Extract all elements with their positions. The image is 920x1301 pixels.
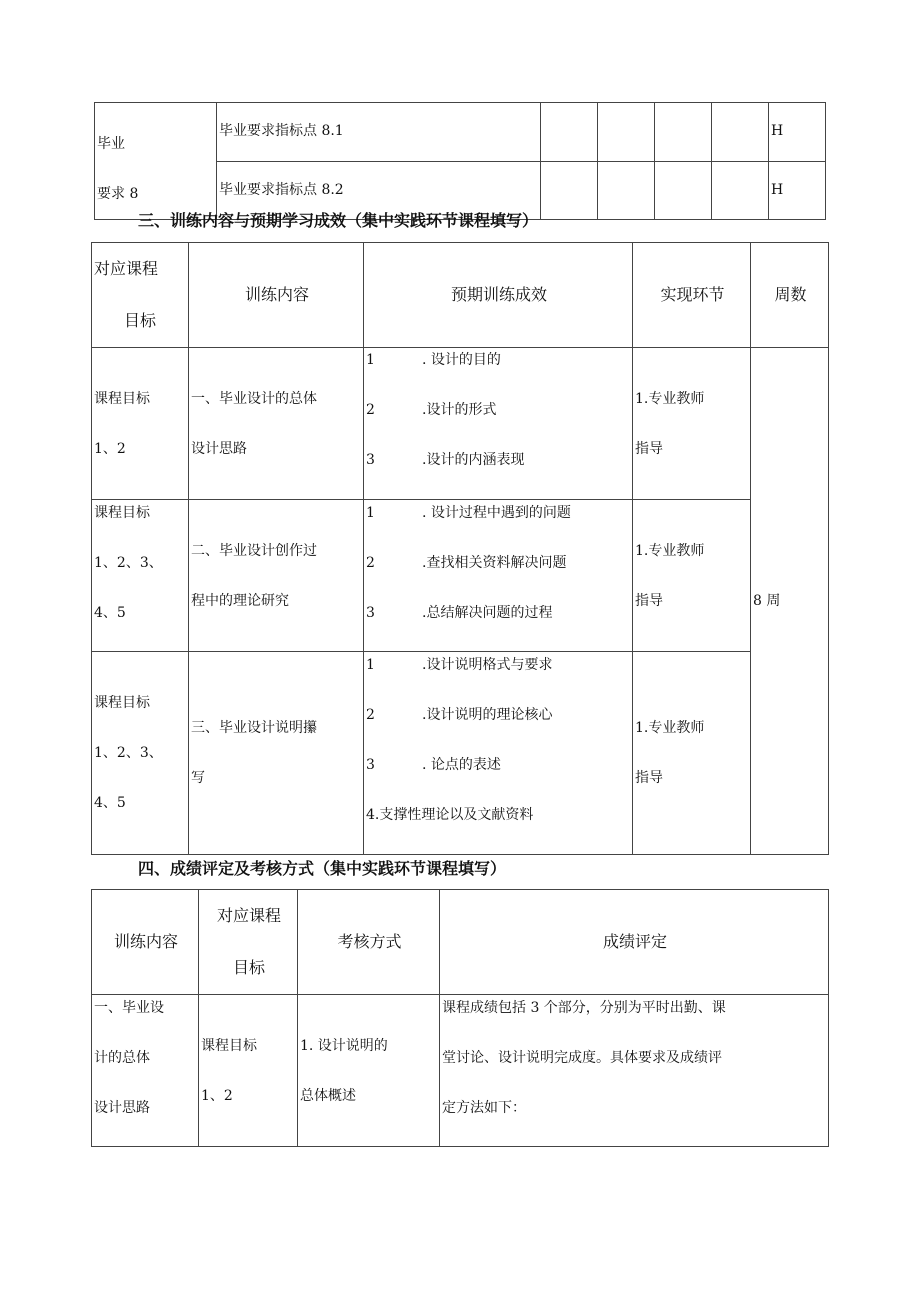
matrix-cell [598, 161, 655, 220]
outcome-item: 1 . 设计的目的 [366, 352, 501, 368]
header-goal: 对应课程 目标 [199, 890, 298, 995]
outcome-item: 1 . 设计过程中遇到的问题 [366, 505, 571, 521]
requirement-label-line: 毕业 [97, 136, 125, 152]
grading-cell: 课程成绩包括 3 个部分，分别为平时出勤、课 堂讨论、设计说明完成度。具体要求及成绩评 定方法如下： [440, 995, 829, 1147]
level-cell: H [769, 161, 826, 220]
outcome-item: 1 .设计说明格式与要求 [366, 657, 553, 673]
header-weeks: 周数 [751, 243, 829, 348]
header-content: 训练内容 [92, 890, 199, 995]
matrix-cell [655, 103, 712, 162]
weeks-cell: 8 周 [751, 348, 829, 855]
matrix-cell [598, 103, 655, 162]
assessment-table [91, 889, 829, 1147]
goal-cell: 课程目标 1、2、3、 4、5 [92, 652, 189, 855]
content-cell: 一、毕业设计的总体 设计思路 [189, 348, 364, 500]
stage-cell: 1.专业教师 指导 [633, 348, 751, 500]
header-grading: 成绩评定 [440, 890, 829, 995]
requirement-label-cell [95, 103, 217, 220]
content-cell: 二、毕业设计创作过 程中的理论研究 [189, 500, 364, 652]
matrix-cell [541, 103, 598, 162]
graduation-requirement-table [94, 102, 826, 220]
matrix-cell [712, 103, 769, 162]
training-content-table [91, 242, 829, 855]
indicator-cell: 毕业要求指标点 8.2 [217, 161, 541, 220]
header-outcome: 预期训练成效 [364, 243, 633, 348]
outcome-item: 3 . 论点的表述 [366, 757, 501, 773]
outcome-cell [364, 652, 633, 855]
header-method: 考核方式 [298, 890, 440, 995]
goal-cell: 课程目标 1、2 [199, 995, 298, 1147]
indicator-cell: 毕业要求指标点 8.1 [217, 103, 541, 162]
goal-cell: 课程目标 1、2 [92, 348, 189, 500]
goal-cell: 课程目标 1、2、3、 4、5 [92, 500, 189, 652]
requirement-label-line: 要求 8 [97, 186, 139, 202]
method-cell: 1. 设计说明的 总体概述 [298, 995, 440, 1147]
outcome-item: 2 .设计说明的理论核心 [366, 707, 553, 723]
matrix-cell [655, 161, 712, 220]
section3-title: 三、训练内容与预期学习成效（集中实践环节课程填写） [138, 211, 539, 230]
level-cell: H [769, 103, 826, 162]
header-goal: 对应课程 目标 [92, 243, 189, 348]
section4-title: 四、成绩评定及考核方式（集中实践环节课程填写） [138, 859, 507, 878]
outcome-cell [364, 500, 633, 652]
outcome-item: 3 .总结解决问题的过程 [366, 605, 553, 621]
header-stage: 实现环节 [633, 243, 751, 348]
stage-cell: 1.专业教师 指导 [633, 500, 751, 652]
matrix-cell [712, 161, 769, 220]
outcome-item: 4.支撑性理论以及文献资料 [366, 807, 534, 823]
content-cell: 三、毕业设计说明攥 写 [189, 652, 364, 855]
matrix-cell [541, 161, 598, 220]
outcome-item: 3 .设计的内涵表现 [366, 452, 525, 468]
outcome-cell [364, 348, 633, 500]
header-content: 训练内容 [189, 243, 364, 348]
content-cell: 一、毕业设 计的总体 设计思路 [92, 995, 199, 1147]
outcome-item: 2 .设计的形式 [366, 402, 497, 418]
outcome-item: 2 .查找相关资料解决问题 [366, 555, 567, 571]
stage-cell: 1.专业教师 指导 [633, 652, 751, 855]
